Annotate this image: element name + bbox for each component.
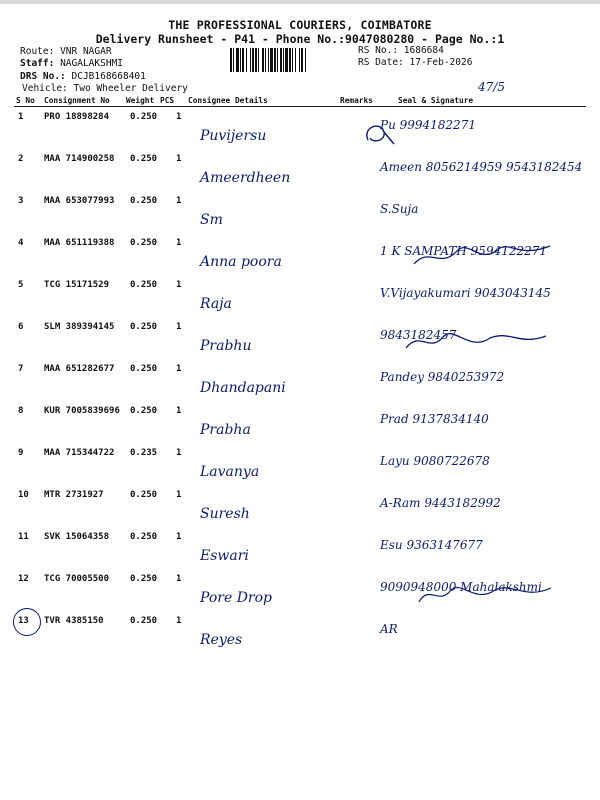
barcode-bar [270, 48, 273, 72]
route-label: Route: [20, 46, 55, 57]
row-pcs: 1 [176, 154, 182, 164]
barcode-bar [280, 48, 282, 72]
row-consignee-handwritten: Reyes [200, 632, 243, 648]
row-consignment-no: MAA 651119388 [44, 238, 115, 248]
row-consignment-no: SVK 15064358 [44, 532, 110, 542]
row-pcs: 1 [176, 406, 182, 416]
row-consignment-no: PRO 18898284 [44, 112, 110, 122]
barcode-bar [230, 48, 232, 72]
row-weight: 0.250 [130, 364, 158, 374]
row-consignment-no: KUR 7005839696 [44, 406, 120, 416]
row-weight: 0.250 [130, 322, 158, 332]
barcode-bar [285, 48, 288, 72]
row-weight: 0.250 [130, 238, 158, 248]
row-sno: 9 [18, 448, 24, 458]
row-consignment-no: TVR 4385150 [44, 616, 104, 626]
col-consignee: Consignee Details [188, 96, 268, 105]
header-rule [14, 106, 586, 107]
row-weight: 0.250 [130, 154, 158, 164]
row-consignee-handwritten: Pore Drop [200, 590, 273, 606]
row-consignee-handwritten: Dhandapani [200, 380, 286, 396]
row-weight: 0.250 [130, 490, 158, 500]
barcode-bar [274, 48, 276, 72]
row-pcs: 1 [176, 112, 182, 122]
barcode-bar [262, 48, 264, 72]
rs-no-value: 1686684 [403, 45, 444, 56]
row-sno: 11 [18, 532, 29, 542]
row-sno: 13 [18, 616, 29, 626]
row-consignee-handwritten: Ameerdheen [200, 170, 291, 186]
barcode-image [230, 48, 356, 72]
row-seal-signature: Pandey 9840253972 [380, 370, 505, 384]
drs-label: DRS No.: [20, 71, 66, 82]
row-weight: 0.250 [130, 112, 158, 122]
row-seal-signature: AR [380, 622, 398, 636]
row-seal-signature: Prad 9137834140 [380, 412, 489, 426]
row-weight: 0.250 [130, 616, 158, 626]
document-subtitle: Delivery Runsheet - P41 - Phone No.:9047080280 - Page No.:1 [95, 32, 505, 46]
row-seal-signature: 1 K SAMPATH 9594122271 [380, 244, 548, 258]
row-pcs: 1 [176, 448, 182, 458]
row-consignment-no: SLM 389394145 [44, 322, 115, 332]
route-line [20, 46, 112, 57]
row-sno: 6 [18, 322, 24, 332]
signature-4 [410, 236, 560, 276]
vehicle-label: Vehicle: [22, 83, 68, 94]
row-consignee-handwritten: Prabha [200, 422, 251, 438]
row-weight: 0.235 [130, 448, 158, 458]
col-sno: S No [16, 96, 35, 105]
row-pcs: 1 [176, 238, 182, 248]
signature-1 [360, 118, 480, 154]
row-consignee-handwritten: Suresh [200, 506, 250, 522]
staff-label: Staff: [20, 58, 55, 69]
barcode-bar [305, 48, 306, 72]
barcode-bar [258, 48, 259, 72]
row-consignment-no: MAA 653077993 [44, 196, 115, 206]
row-pcs: 1 [176, 322, 182, 332]
row-pcs: 1 [176, 616, 182, 626]
row-consignee-handwritten: Sm [200, 212, 223, 228]
row-sno: 7 [18, 364, 24, 374]
rs-no-line [358, 45, 444, 56]
signature-12 [415, 580, 555, 610]
row-sno: 1 [18, 112, 24, 122]
row-weight: 0.250 [130, 280, 158, 290]
barcode-bar [268, 48, 269, 72]
rs-date-label: RS Date: [358, 57, 404, 68]
row-consignee-handwritten: Eswari [200, 548, 249, 564]
rs-date-value: 17-Feb-2026 [409, 57, 473, 68]
row-pcs: 1 [176, 196, 182, 206]
staff-line [20, 58, 123, 69]
col-pcs: PCS [160, 96, 175, 105]
row-pcs: 1 [176, 574, 182, 584]
row-consignment-no: TCG 70005500 [44, 574, 110, 584]
rs-date-line [358, 57, 472, 68]
row-seal-signature: S.Suja [380, 202, 419, 216]
barcode-bar [236, 48, 239, 72]
barcode-bar [242, 48, 244, 72]
drs-line [20, 71, 146, 82]
barcode-bar [295, 48, 296, 72]
barcode-bar [252, 48, 254, 72]
row-seal-signature: 9843182457 [380, 328, 457, 342]
row-consignee-handwritten: Puvijersu [200, 128, 267, 144]
row-consignee-handwritten: Lavanya [200, 464, 260, 480]
row-consignment-no: MAA 715344722 [44, 448, 115, 458]
staff-value: NAGALAKSHMI [60, 58, 123, 69]
row-consignee-handwritten: Anna poora [200, 254, 282, 270]
rs-no-label: RS No.: [358, 45, 399, 56]
row-consignment-no: MAA 651282677 [44, 364, 115, 374]
vehicle-value: Two Wheeler Delivery [73, 83, 188, 94]
row-weight: 0.250 [130, 406, 158, 416]
barcode-bar [240, 48, 241, 72]
barcode-bar [301, 48, 303, 72]
barcode-bar [277, 48, 278, 72]
barcode-bar [250, 48, 251, 72]
row-consignment-no: MTR 2731927 [44, 490, 104, 500]
row-weight: 0.250 [130, 532, 158, 542]
row-consignee-handwritten: Prabhu [200, 338, 252, 354]
barcode-bar [289, 48, 291, 72]
ink-circle-mark [13, 608, 41, 636]
col-remarks: Remarks [340, 96, 373, 105]
vehicle-line [22, 83, 188, 94]
row-seal-signature: A-Ram 9443182992 [380, 496, 501, 510]
row-consignment-no: TCG 15171529 [44, 280, 110, 290]
barcode-bar [246, 48, 247, 72]
row-sno: 8 [18, 406, 24, 416]
col-weight: Weight [126, 96, 155, 105]
row-pcs: 1 [176, 364, 182, 374]
route-value: VNR NAGAR [60, 46, 112, 57]
row-weight: 0.250 [130, 196, 158, 206]
row-sno: 10 [18, 490, 29, 500]
row-sno: 2 [18, 154, 24, 164]
scan-artifact [0, 0, 600, 4]
row-sno: 12 [18, 574, 29, 584]
row-seal-signature: 9090948000 Mahalakshmi [380, 580, 542, 594]
row-pcs: 1 [176, 490, 182, 500]
row-consignee-handwritten: Raja [200, 296, 232, 312]
barcode-bar [283, 48, 284, 72]
drs-value: DCJB168668401 [71, 71, 146, 82]
row-seal-signature: Esu 9363147677 [380, 538, 483, 552]
barcode-bar [299, 48, 300, 72]
row-weight: 0.250 [130, 574, 158, 584]
row-seal-signature: Ameen 8056214959 9543182454 [380, 160, 583, 174]
col-seal: Seal & Signature [398, 96, 474, 105]
row-sno: 3 [18, 196, 24, 206]
barcode-bar [265, 48, 266, 72]
row-sno: 4 [18, 238, 24, 248]
signature-6 [400, 328, 550, 358]
row-sno: 5 [18, 280, 24, 290]
handwritten-annotation: 47/5 [478, 80, 505, 94]
barcode-bar [292, 48, 293, 72]
document-title: THE PROFESSIONAL COURIERS, COIMBATORE [168, 18, 432, 32]
row-consignment-no: MAA 714900258 [44, 154, 115, 164]
row-seal-signature: Pu 9994182271 [380, 118, 476, 132]
row-seal-signature: V.Vijayakumari 9043043145 [380, 286, 551, 300]
col-consignment: Consignment No [44, 96, 110, 105]
barcode-bar [233, 48, 234, 72]
row-pcs: 1 [176, 280, 182, 290]
row-seal-signature: Layu 9080722678 [380, 454, 490, 468]
row-pcs: 1 [176, 532, 182, 542]
barcode-bar [255, 48, 257, 72]
